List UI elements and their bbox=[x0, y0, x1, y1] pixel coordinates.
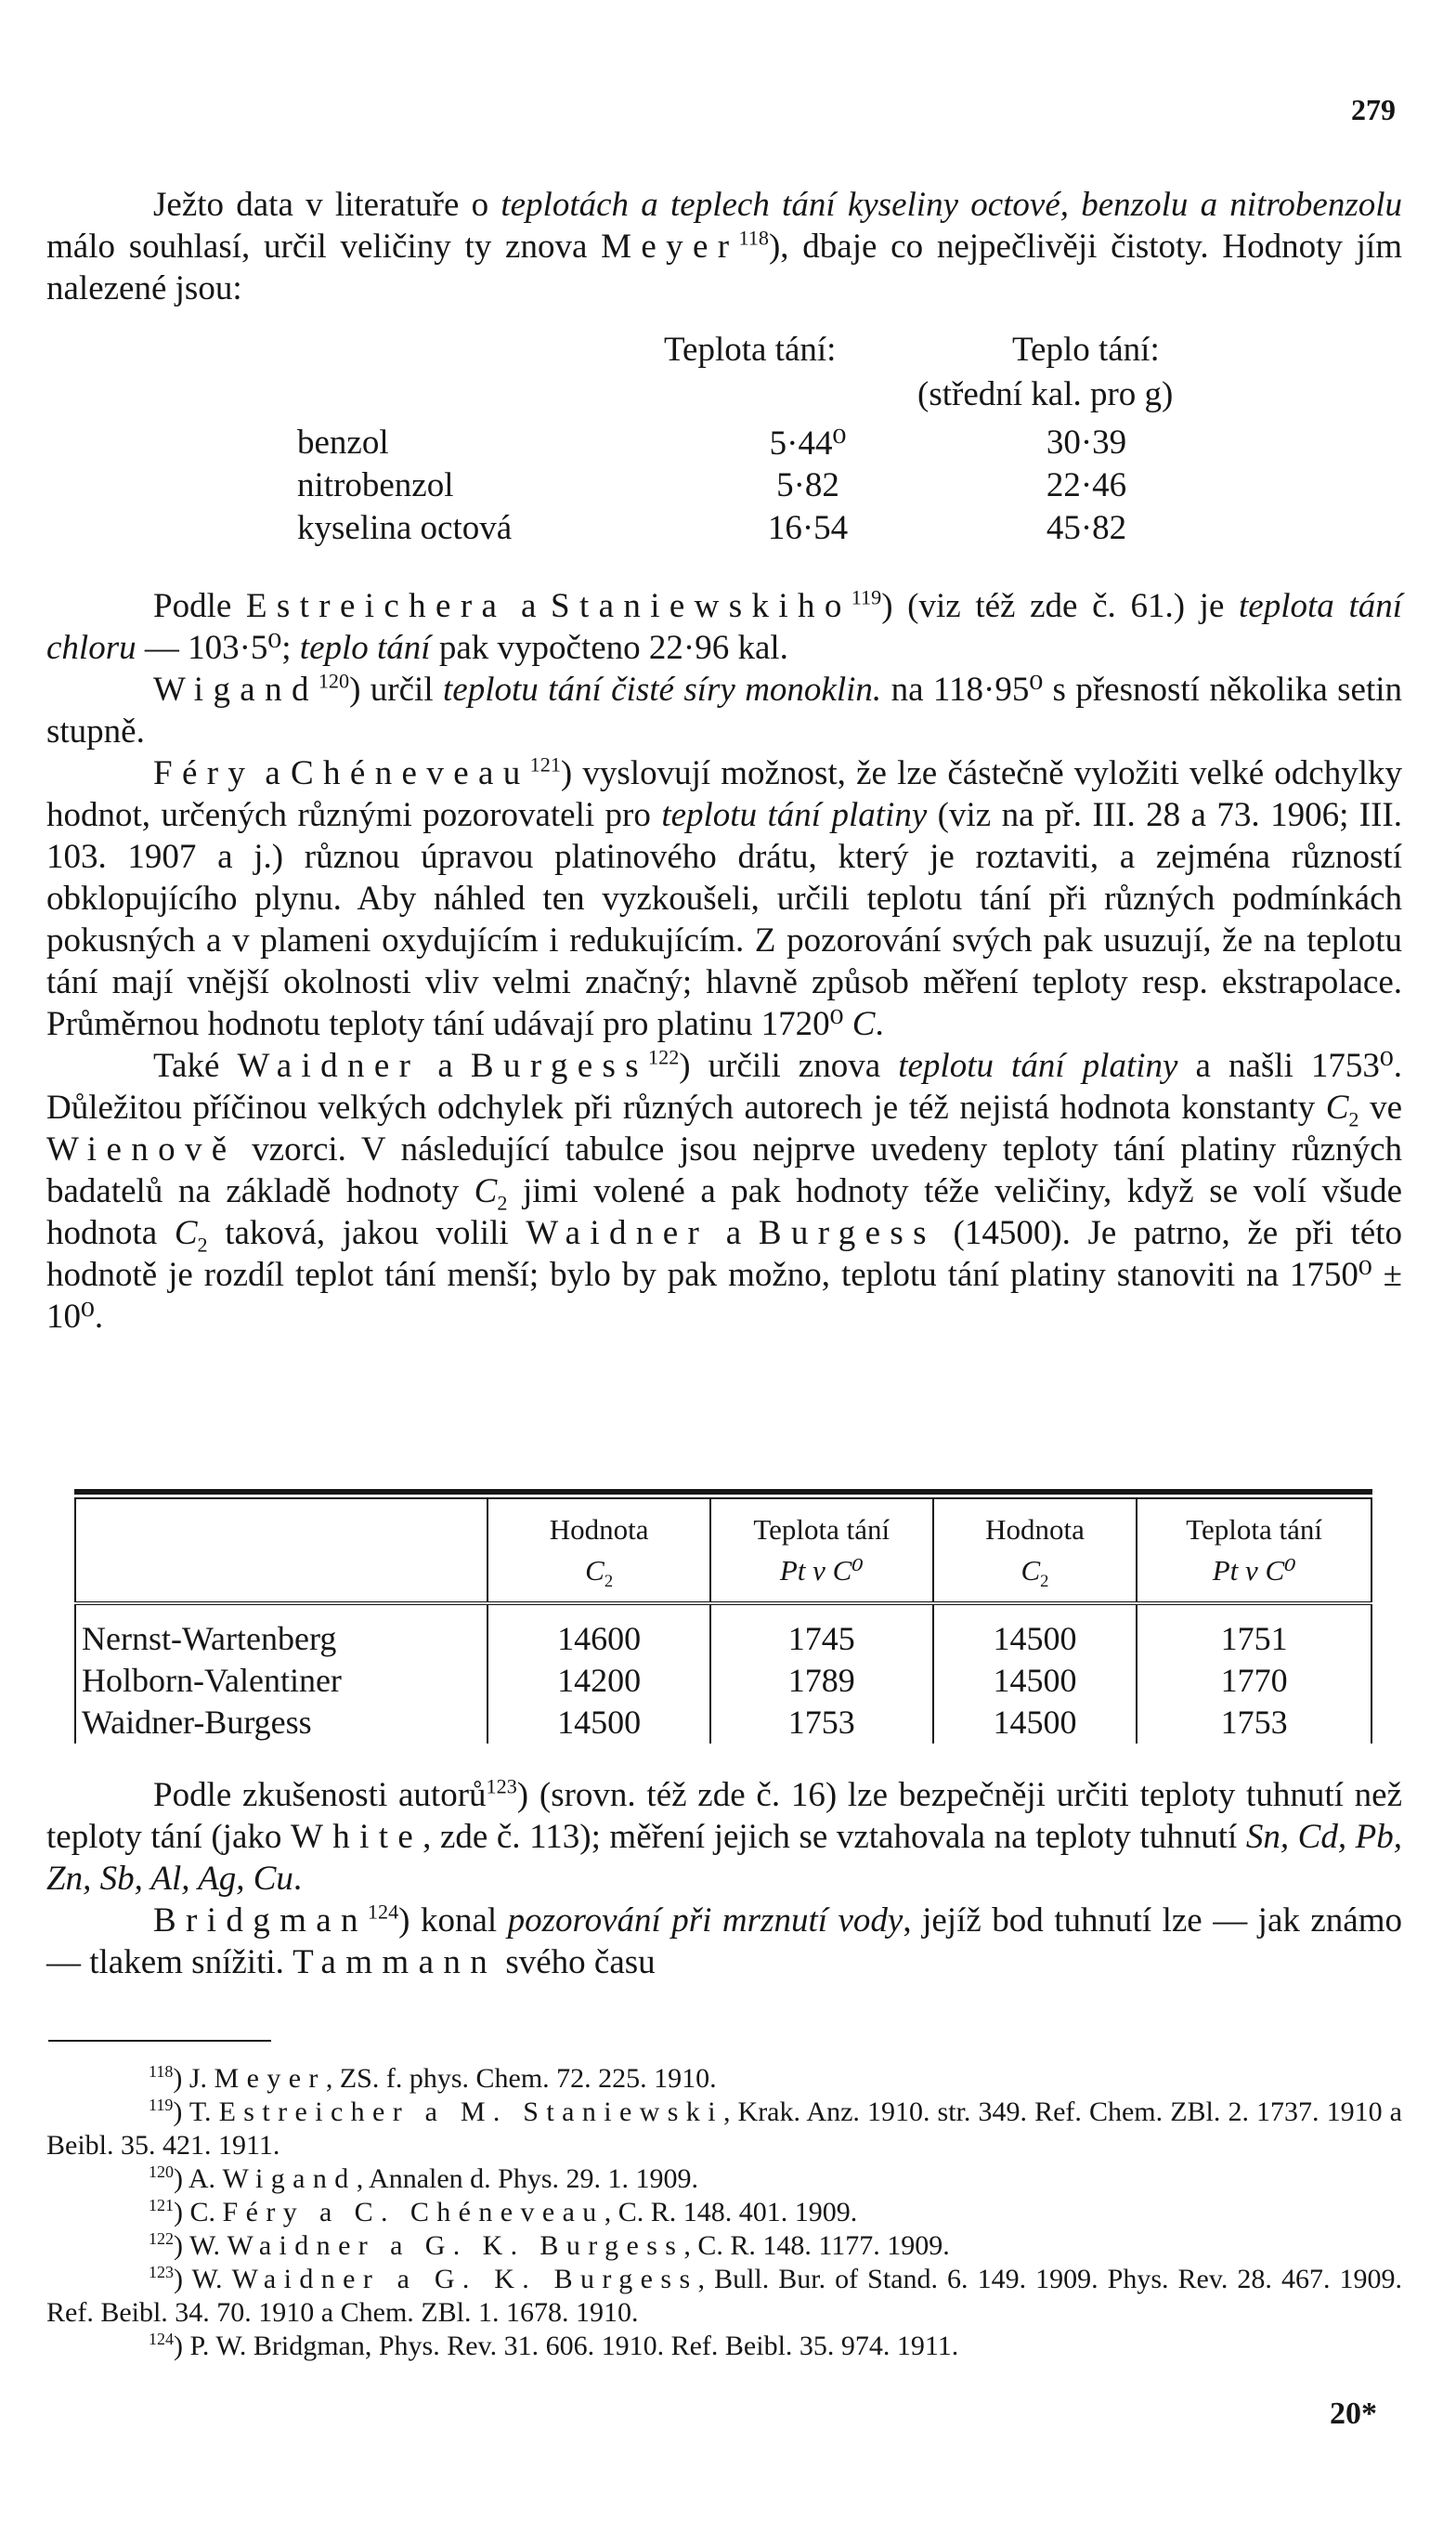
paragraph-5: Také Waidner a Burgess$^{122}$) určili znova teplotu tání platiny a našli 1753⁰. Důležitou příčinou velkých odchylek při různých autorech je též nejistá hodnota konstanty $C_2$ ve Wienově vzorci. V následující tabulce jsou nejprve uvedeny teploty tání platiny různých badatelů na základě hodnoty $C_2$ jimi volené a pak hodnoty téže veličiny, když se volí všude hodnota $C_2$ taková, jakou volili Waidner a Burgess (14500). Je patrno, že při této hodnotě je rozdíl teplot tání menší; bylo by pak možno, teplotu tání platiny stanoviti na 1750⁰ ± 10⁰. bbox=[46, 1045, 1403, 1336]
body-top bbox=[46, 184, 1402, 309]
table-header-row bbox=[75, 1499, 1372, 1603]
footnote: $^{118}$) J. Meyer, ZS. f. phys. Chem. 72. 225. 1910. bbox=[149, 2062, 717, 2094]
platinum-table bbox=[74, 1489, 1372, 1744]
header-melting-heat: Teplo tání: bbox=[1012, 331, 1160, 369]
table-row: benzol 5·44⁰ 30·39 bbox=[297, 424, 1127, 463]
header-melting-temperature: Teplota tání: bbox=[664, 331, 837, 369]
footnote: $^{123}$) W. Waidner a G. K. Burgess, Bull. Bur. of Stand. 6. 149. 1909. Phys. Rev. 28. 467. 1909. Ref. Beibl. 34. 70. 1910 a Chem. ZBl. 1. 1678. 1910. bbox=[46, 2263, 1402, 2328]
footnote: $^{122}$) W. Waidner a G. K. Burgess, C. R. 148. 1177. 1909. bbox=[149, 2229, 950, 2261]
paragraph-2: Podle Estreichera a Staniewskiho$^{119}$) (viz též zde č. 61.) je teplota tání chloru — 103·5⁰; teplo tání pak vypočteno 22·96 kal. bbox=[46, 585, 1403, 667]
footnote-rule bbox=[48, 2040, 271, 2042]
header-cell: Teplota tání Pt v C⁰ bbox=[1137, 1499, 1372, 1603]
paragraph-4: Féry a Chéneveau$^{121}$) vyslovují možnost, že lze částečně vyložiti velké odchylky hodnot, určených různými pozorovateli pro teplotu tání platiny (viz na př. III. 28 a 73. 1906; III. 103. 1907 a j.) různou úpravou platinového drátu, který je roztaviti, a zejména růzností obklopujícího plynu. Aby náhled ten vyzkoušeli, určili teplotu tání při různých podmínkách pokusných a v plameni oxydujícím i redukujícím. Z pozorování svých pak usuzují, že na teplotu tání mají vnější okolnosti vliv velmi značný; hlavně způsob měření teploty resp. ekstrapolace. Průměrnou hodnotu teploty tání udávají pro platinu 1720⁰ C. bbox=[46, 752, 1402, 1043]
footnotes bbox=[46, 2062, 1402, 2363]
header-cell bbox=[75, 1499, 488, 1603]
paragraph-3: Wigand$^{120}$) určil teplotu tání čisté síry monoklin. na 118·95⁰ s přesností několika setin stupně. bbox=[46, 669, 1403, 751]
platinum-table-grid bbox=[74, 1499, 1372, 1744]
page-number: 279 bbox=[1351, 93, 1396, 126]
table-row: kyselina octová 16·54 45·82 bbox=[297, 509, 1127, 547]
body-middle bbox=[46, 585, 1402, 1338]
paragraph-6: Podle zkušenosti autorů$^{123}$) (srovn. též zde č. 16) lze bezpečněji určiti teploty tuhnutí než teploty tání (jako White, zde č. 113); měření jejich se vztahovala na teploty tuhnutí Sn, Cd, Pb, Zn, Sb, Al, Ag, Cu. bbox=[46, 1774, 1402, 1898]
table-row: Nernst-Wartenberg 14600 1745 14500 1751 bbox=[75, 1605, 1372, 1660]
footnote: $^{121}$) C. Féry a C. Chéneveau, C. R. 148. 401. 1909. bbox=[149, 2196, 858, 2227]
melting-table-header bbox=[297, 330, 1281, 423]
signature-mark: 20* bbox=[1330, 2397, 1377, 2431]
table-top-rule bbox=[74, 1489, 1372, 1495]
melting-table bbox=[297, 330, 1281, 551]
footnote: $^{120}$) A. Wigand, Annalen d. Phys. 29. 1. 1909. bbox=[149, 2162, 699, 2194]
footnote: $^{124}$) P. W. Bridgman, Phys. Rev. 31. 606. 1910. Ref. Beibl. 35. 974. 1911. bbox=[149, 2330, 959, 2361]
header-melting-heat-units: (střední kal. pro g) bbox=[917, 375, 1174, 413]
paragraph-1: Ježto data v literatuře o teplotách a teplech tání kyseliny octové, benzolu a nitrobenzolu málo souhlasí, určil veličiny ty znova Meyer$^{118}$), dbaje co nejpečlivěji čistoty. Hodnoty jím nalezené jsou: bbox=[46, 186, 1402, 307]
footnote: $^{119}$) T. Estreicher a M. Staniewski, Krak. Anz. 1910. str. 349. Ref. Chem. ZBl. 2. 1737. 1910 a Beibl. 35. 421. 1911. bbox=[46, 2096, 1402, 2161]
table-row: nitrobenzol 5·82 22·46 bbox=[297, 466, 1127, 504]
header-cell: Teplota tání Pt v C⁰ bbox=[710, 1499, 933, 1603]
body-bottom bbox=[46, 1774, 1402, 1983]
header-cell: Hodnota $C_2$ bbox=[933, 1499, 1138, 1603]
paragraph-7: Bridgman$^{124}$) konal pozorování při mrznutí vody, jejíž bod tuhnutí lze — jak známo — tlakem snížiti. Tammann svého času bbox=[46, 1900, 1402, 1981]
header-cell: Hodnota $C_2$ bbox=[488, 1499, 710, 1603]
table-row: Waidner-Burgess 14500 1753 14500 1753 bbox=[75, 1702, 1372, 1744]
table-row: Holborn-Valentiner 14200 1789 14500 1770 bbox=[75, 1660, 1372, 1702]
